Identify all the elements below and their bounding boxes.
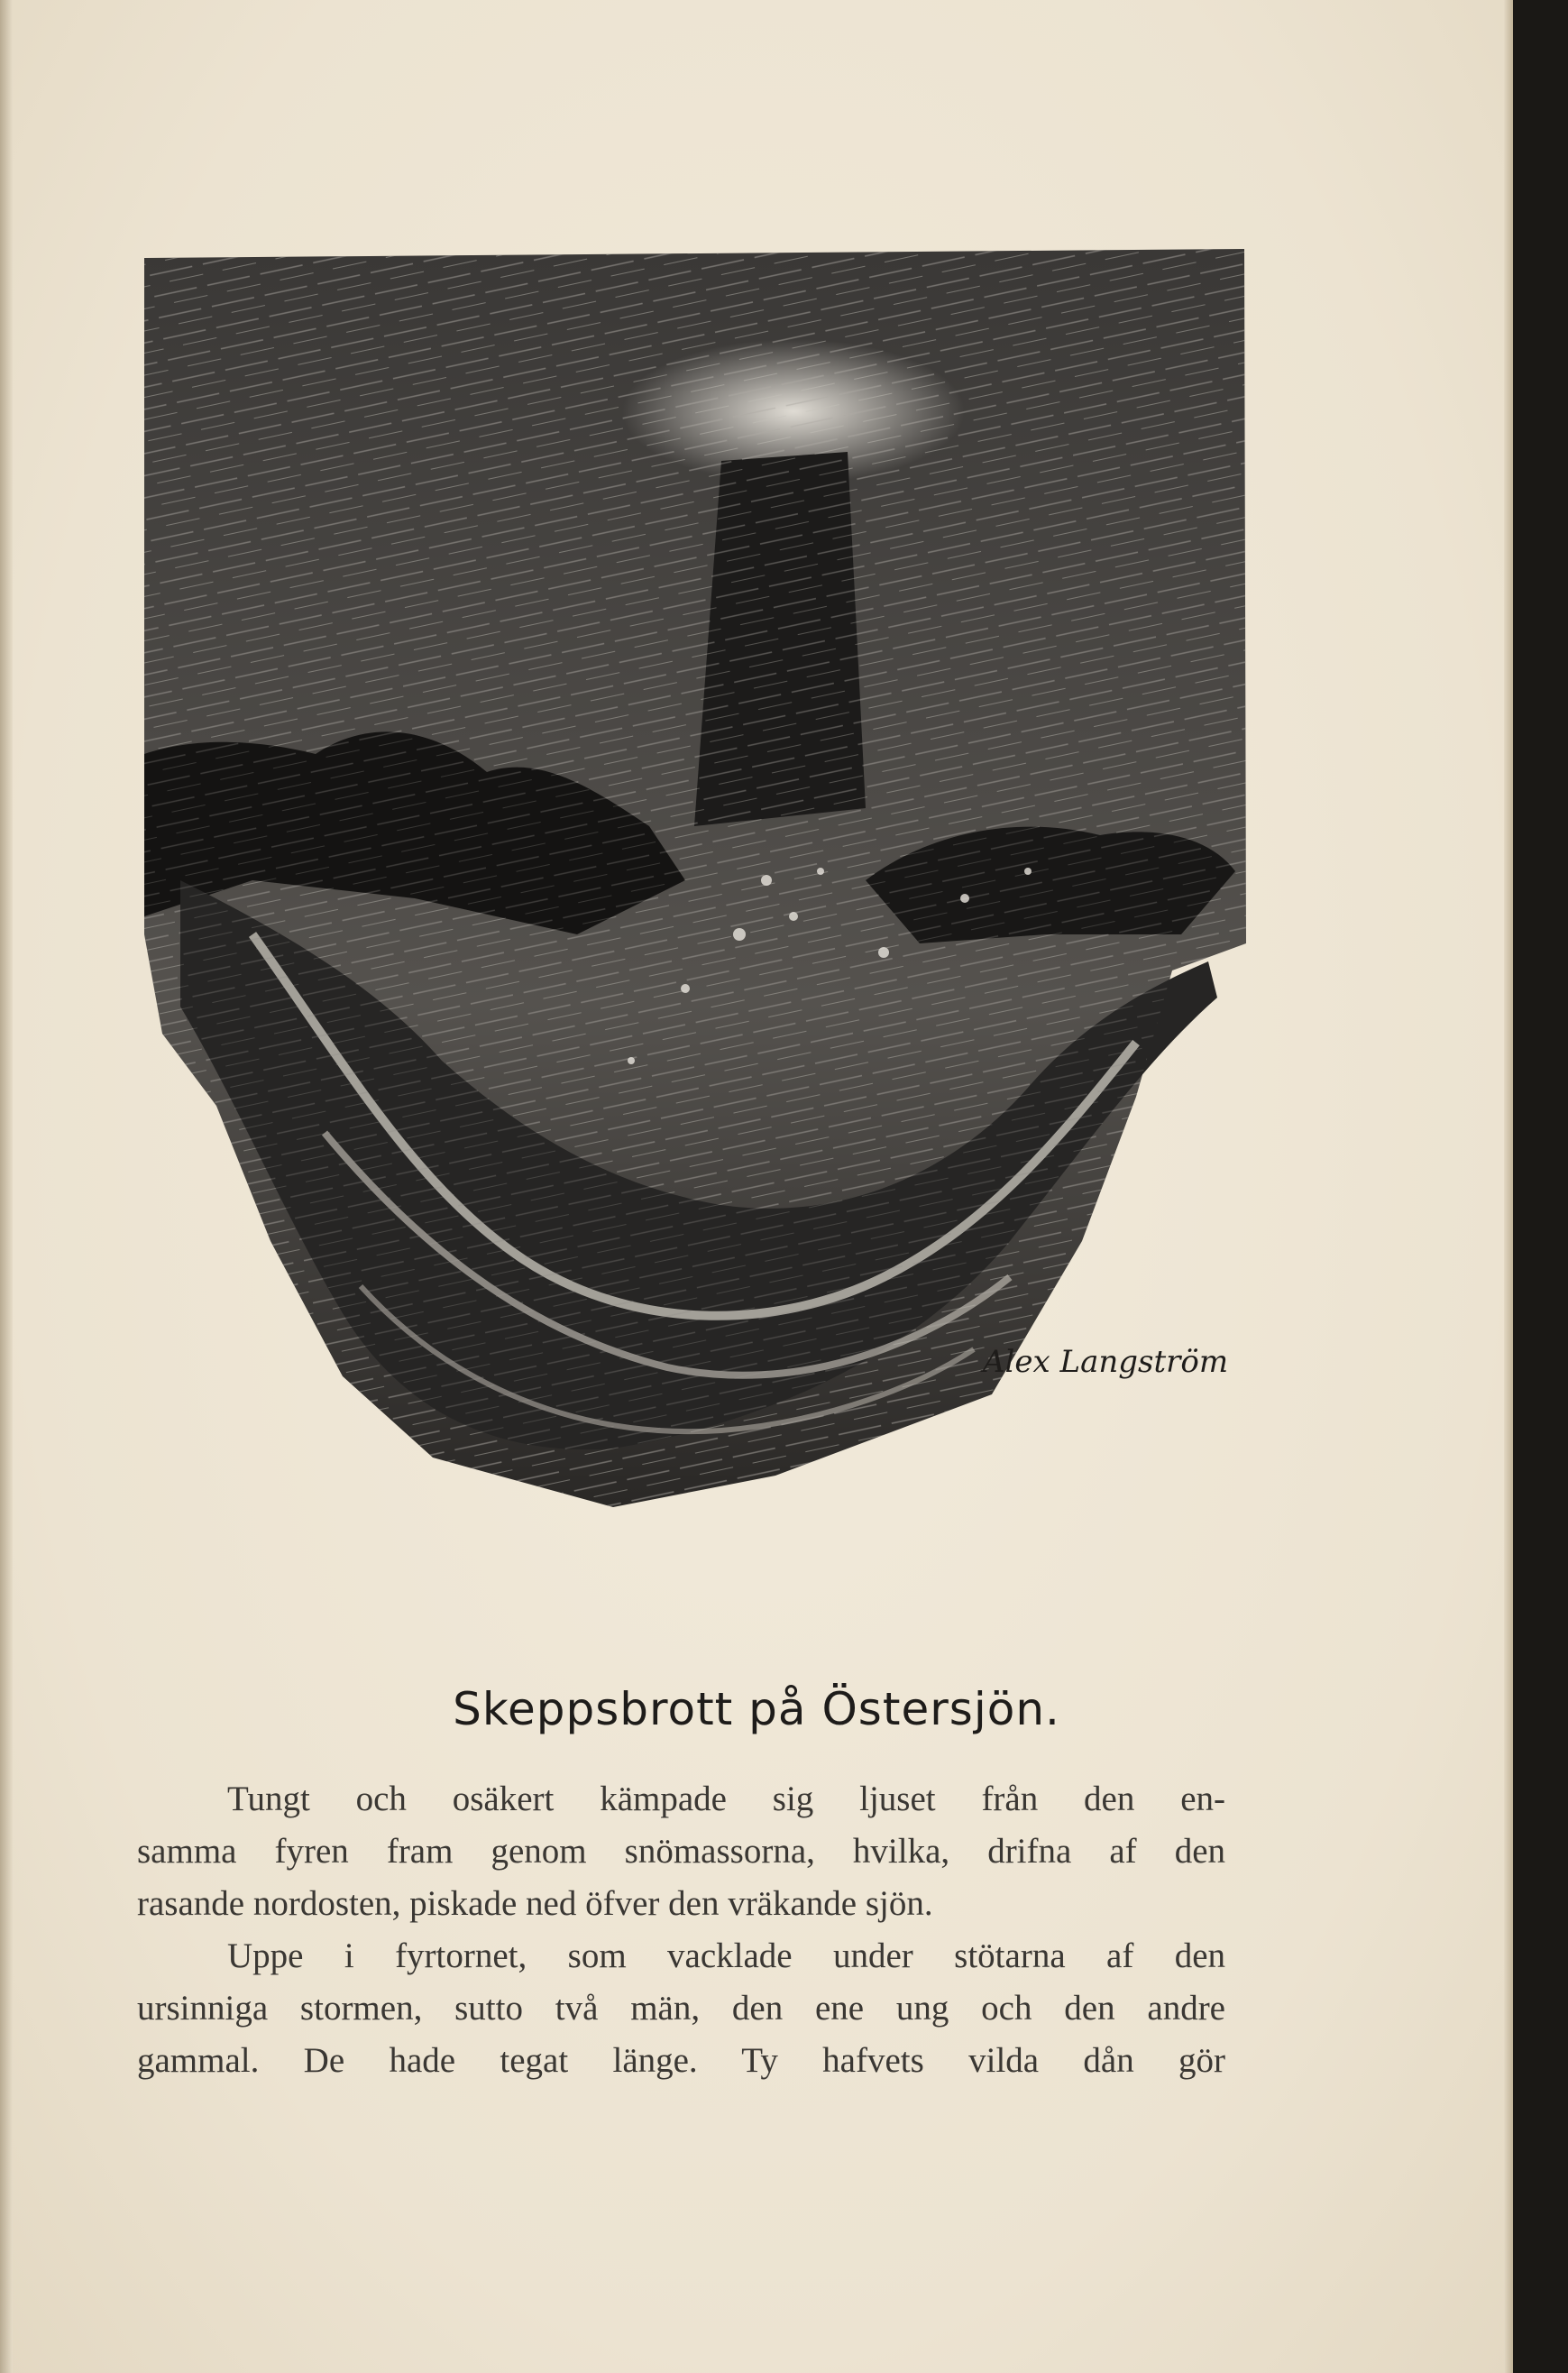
text-line: gammal. De hade tegat länge. Ty hafvets vilda dån gör <box>137 2041 1225 2080</box>
text-line: Tungt och osäkert kämpade sig ljuset från den en- <box>227 1780 1225 1818</box>
page-edge-left <box>0 0 13 2373</box>
text-line: rasande nordosten, piskade ned öfver den vräkande sjön. <box>137 1884 933 1923</box>
body-text <box>137 1773 1225 2087</box>
text-line: Uppe i fyrtornet, som vacklade under stötarna af den <box>227 1936 1225 1975</box>
artist-signature: Alex Langström <box>983 1344 1229 1380</box>
lighthouse-storm-illustration <box>144 249 1249 1507</box>
text-line: ursinniga stormen, sutto två män, den ene ung och den andre <box>137 1989 1225 2028</box>
chapter-title: Skeppsbrott på Östersjön. <box>453 1683 1060 1735</box>
text-line: samma fyren fram genom snömassorna, hvilka, drifna af den <box>137 1832 1225 1871</box>
page-edge-right <box>1504 0 1513 2373</box>
